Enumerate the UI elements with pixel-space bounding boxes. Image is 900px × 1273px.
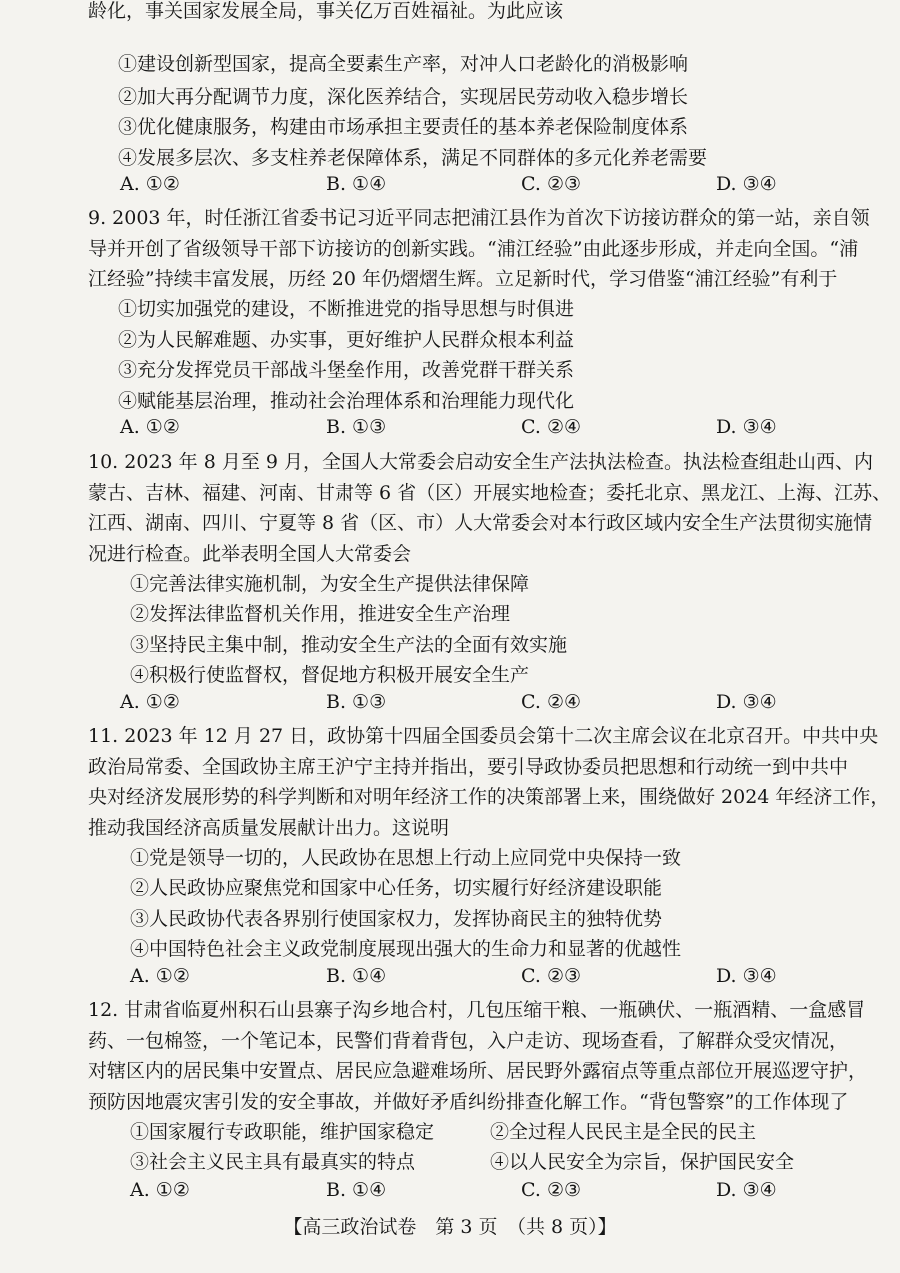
q12-choice-1: ①国家履行专政职能，维护国家稳定	[130, 1121, 435, 1143]
q11-stem-line-1: 11. 2023 年 12 月 27 日，政协第十四届全国委员会第十二次主席会议在北京召开。中共中央	[88, 725, 879, 747]
q9-stem-line-3: 江经验”持续丰富发展，历经 20 年仍熠熠生辉。立足新时代，学习借鉴“浦江经验”有利于	[88, 268, 838, 290]
q9-choice-4: ④赋能基层治理，推动社会治理体系和治理能力现代化	[118, 390, 575, 412]
q12-option-a: A. ①②	[130, 1179, 190, 1201]
q9-choice-1: ①切实加强党的建设，不断推进党的指导思想与时俱进	[118, 298, 575, 320]
q11-option-c: C. ②③	[521, 965, 582, 987]
q10-stem-line-1: 10. 2023 年 8 月至 9 月，全国人大常委会启动安全生产法执法检查。执法检查组赴山西、内	[88, 451, 873, 473]
q10-choice-2: ②发挥法律监督机关作用，推进安全生产治理	[130, 603, 511, 625]
q8-choice-2: ②加大再分配调节力度，深化医养结合，实现居民劳动收入稳步增长	[118, 86, 689, 108]
q11-stem-line-3: 央对经济发展形势的科学判断和对明年经济工作的决策部署上来，围绕做好 2024 年经济工作，	[88, 786, 890, 808]
q9-options	[0, 414, 900, 440]
q9-stem-line-2: 导并开创了省级领导干部下访接访的创新实践。“浦江经验”由此逐步形成，并走向全国。“浦	[88, 238, 859, 260]
q11-options	[0, 963, 900, 989]
q10-stem-line-2: 蒙古、吉林、福建、河南、甘肃等 6 省（区）开展实地检查；委托北京、黑龙江、上海、江苏、	[88, 482, 892, 504]
q12-option-c: C. ②③	[521, 1179, 582, 1201]
q11-choice-1: ①党是领导一切的，人民政协在思想上行动上应同党中央保持一致	[130, 847, 682, 869]
q12-options	[0, 1177, 900, 1203]
q11-choice-2: ②人民政协应聚焦党和国家中心任务，切实履行好经济建设职能	[130, 877, 663, 899]
q11-stem-line-4: 推动我国经济高质量发展献计出力。这说明	[88, 817, 450, 839]
q12-choice-3: ③社会主义民主具有最真实的特点	[130, 1151, 416, 1173]
q8-option-d: D. ③④	[716, 173, 777, 195]
q8-choice-1: ①建设创新型国家，提高全要素生产率，对冲人口老龄化的消极影响	[118, 53, 689, 75]
q12-option-b: B. ①④	[326, 1179, 387, 1201]
q8-option-a: A. ①②	[120, 173, 180, 195]
q10-option-c: C. ②④	[521, 691, 582, 713]
q9-stem-line-1: 9. 2003 年，时任浙江省委书记习近平同志把浦江县作为首次下访接访群众的第一站，亲自领	[88, 207, 870, 229]
q9-option-a: A. ①②	[120, 416, 180, 438]
q10-choice-3: ③坚持民主集中制，推动安全生产法的全面有效实施	[130, 634, 568, 656]
q11-choice-4: ④中国特色社会主义政党制度展现出强大的生命力和显著的优越性	[130, 938, 682, 960]
q10-stem-line-3: 江西、湖南、四川、宁夏等 8 省（区、市）人大常委会对本行政区域内安全生产法贯彻实施情	[88, 512, 873, 534]
q10-choice-1: ①完善法律实施机制，为安全生产提供法律保障	[130, 573, 530, 595]
page-footer: 【高三政治试卷 第 3 页 （共 8 页）】	[283, 1216, 617, 1238]
q9-option-d: D. ③④	[716, 416, 777, 438]
q9-option-b: B. ①③	[326, 416, 387, 438]
q8-option-b: B. ①④	[326, 173, 387, 195]
q12-stem-line-2: 药、一包棉签，一个笔记本，民警们背着背包，入户走访、现场查看，了解群众受灾情况，	[88, 1030, 849, 1052]
q11-stem-line-2: 政治局常委、全国政协主席王沪宁主持并指出，要引导政协委员把思想和行动统一到中共中	[88, 756, 849, 778]
q10-option-d: D. ③④	[716, 691, 777, 713]
q11-option-a: A. ①②	[130, 965, 190, 987]
q11-option-d: D. ③④	[716, 965, 777, 987]
q8-options	[0, 171, 900, 197]
q12-stem-line-3: 对辖区内的居民集中安置点、居民应急避难场所、居民野外露宿点等重点部位开展巡逻守护，	[88, 1060, 868, 1082]
q10-option-b: B. ①③	[326, 691, 387, 713]
q11-option-b: B. ①④	[326, 965, 387, 987]
q12-choice-4: ④以人民安全为宗旨，保护国民安全	[490, 1151, 795, 1173]
q8-choice-4: ④发展多层次、多支柱养老保障体系，满足不同群体的多元化养老需要	[118, 147, 708, 169]
q11-choice-3: ③人民政协代表各界别行使国家权力，发挥协商民主的独特优势	[130, 908, 663, 930]
q12-choice-2: ②全过程人民民主是全民的民主	[490, 1121, 757, 1143]
q9-choice-3: ③充分发挥党员干部战斗堡垒作用，改善党群干群关系	[118, 359, 575, 381]
q10-option-a: A. ①②	[120, 691, 180, 713]
q10-stem-line-4: 况进行检查。此举表明全国人大常委会	[88, 543, 412, 565]
q9-choice-2: ②为人民解难题、办实事，更好维护人民群众根本利益	[118, 329, 575, 351]
q8-choice-3: ③优化健康服务，构建由市场承担主要责任的基本养老保险制度体系	[118, 116, 689, 138]
q12-option-d: D. ③④	[716, 1179, 777, 1201]
q8-stem-tail: 龄化，事关国家发展全局，事关亿万百姓福祉。为此应该	[88, 0, 564, 22]
q9-option-c: C. ②④	[521, 416, 582, 438]
q12-stem-line-1: 12. 甘肃省临夏州积石山县寨子沟乡地合村，几包压缩干粮、一瓶碘伏、一瓶酒精、一盒感冒	[88, 999, 866, 1021]
q8-option-c: C. ②③	[521, 173, 582, 195]
q10-choice-4: ④积极行使监督权，督促地方积极开展安全生产	[130, 664, 530, 686]
q10-options	[0, 689, 900, 715]
q12-stem-line-4: 预防因地震灾害引发的安全事故，并做好矛盾纠纷排查化解工作。“背包警察”的工作体现了	[88, 1091, 849, 1113]
